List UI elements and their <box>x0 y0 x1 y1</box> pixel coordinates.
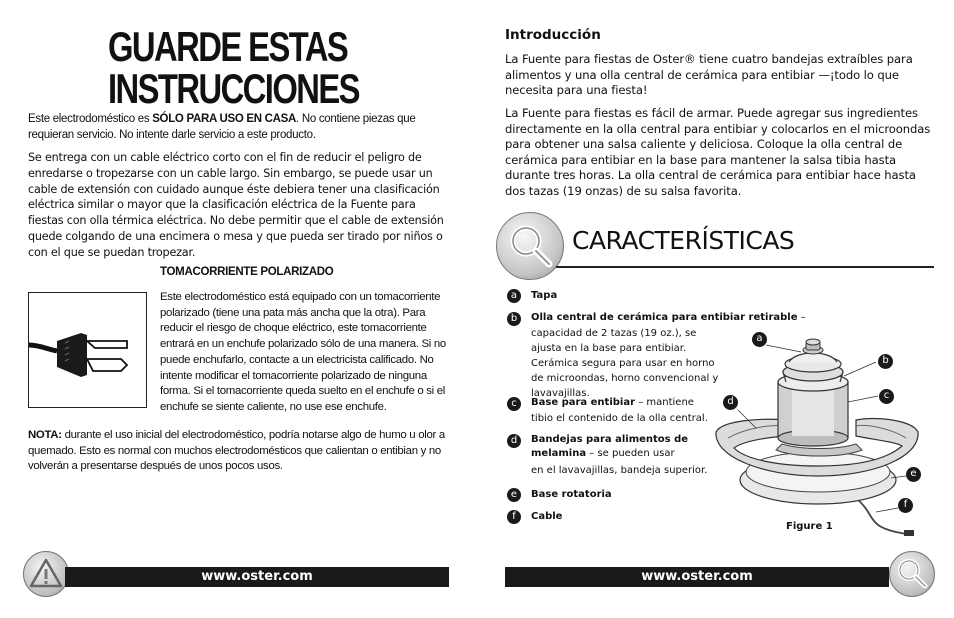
polarized-plug-illustration <box>28 292 147 408</box>
p1-bold: SÓLO PARA USO EN CASA <box>152 113 297 125</box>
page-title <box>108 23 359 112</box>
cord-paragraph: Se entrega con un cable eléctrico corto con el fin de reducir el peligro de enredarse o tropezarse con un cable largo. Sin embargo, se puede usar un cable de extensión con cuidado aunque éste debiera tener una clasificación eléctrica similar o mayor que la clasificación eléctrica de la Fuente para fiestas con olla térmica eléctrica. No debe permitir que el cable de extensión quede colgando de una encimera o mesa y que pueda ser tirado por niños o con el que se puedan tropezar. <box>28 151 444 259</box>
household-use-paragraph <box>28 111 458 143</box>
note-label: NOTA: <box>28 429 62 441</box>
footer-url-right[interactable]: www.oster.com <box>505 567 889 587</box>
feature-label-d-suffix: – se pueden usar <box>586 448 675 459</box>
p1-pre: Este electrodoméstico es <box>28 113 153 125</box>
intro-paragraph-1: La Fuente para fiestas de Oster® tiene cuatro bandejas extraíbles para alimentos y una olla central de cerámica para entibiar —¡todo lo que necesita para una fiesta! <box>505 52 913 98</box>
features-title: CARACTERÍSTICAS <box>572 226 795 255</box>
title-line-1: GUARDE ESTAS <box>108 23 348 70</box>
note-paragraph <box>28 428 458 475</box>
note-text: durante el uso inicial del electrodoméstico, podría notarse algo de humo u olor a quemado. Esto es normal con muchos electrodomésticos que calientan o entibian y no volverán a presentarse después de unos pocos usos. <box>28 429 445 473</box>
polarized-plug-heading: TOMACORRIENTE POLARIZADO <box>160 266 334 278</box>
plug-icon <box>29 293 146 407</box>
feature-badge-b: b <box>507 312 521 326</box>
feature-label-d-text: Bandejas para alimentos de melamina <box>531 434 689 459</box>
feature-badge-e: e <box>507 488 521 502</box>
polarized-plug-text: Este electrodoméstico está equipado con un tomacorriente polarizado (tiene una pata más ancha que la otra). Para reducir el riesgo de choque eléctrico, este tomacorriente entrará en un enchufe polarizado sólo de una manera. Si no puede enchufarlo, contacte a un electricista calificado. No intente modificar el tomacorriente polarizado de ninguna forma. Si el tomacorriente queda suelto en el enchufe o si el enchufe se siente caliente, no use ese enchufe. <box>160 291 446 413</box>
figure-badge-e: e <box>906 467 921 482</box>
feature-desc-d: en el lavavajillas, bandeja superior. <box>531 465 708 476</box>
title-line-2: INSTRUCCIONES <box>108 65 359 112</box>
feature-label-b-suffix: – <box>797 312 806 323</box>
figure-caption: Figure 1 <box>786 521 833 532</box>
feature-label-c-text: Base para entibiar <box>531 397 636 408</box>
feature-label-b-text: Olla central de cerámica para entibiar retirable <box>531 312 798 323</box>
magnifier-icon <box>496 212 564 280</box>
figure-badge-f: f <box>898 498 913 513</box>
figure-badge-d: d <box>723 395 738 410</box>
features-rule <box>556 266 934 268</box>
intro-paragraph-2: La Fuente para fiestas es fácil de armar. Puede agregar sus ingredientes directamente en la olla central para entibiar y colocarlos en el microondas para obtener una salsa caliente y deliciosa. Coloque la olla central de cerámica para entibiar en la base para mantener la salsa tibia hasta durante tres horas. La olla central de cerámica para entibiar hace hasta dos tazas (19 onzas) de su salsa favorita. <box>505 106 931 198</box>
magnifier-icon <box>889 551 935 597</box>
feature-desc-c: tibio el contenido de la olla central. <box>531 413 708 424</box>
feature-label-f: Cable <box>531 511 563 522</box>
figure-badge-a: a <box>752 332 767 347</box>
feature-badge-d: d <box>507 434 521 448</box>
feature-badge-c: c <box>507 397 521 411</box>
figure-badge-c: c <box>879 389 894 404</box>
feature-label-c <box>531 396 694 410</box>
feature-badge-f: f <box>507 510 521 524</box>
figure-badge-b: b <box>878 354 893 369</box>
footer-url-left[interactable]: www.oster.com <box>65 567 449 587</box>
feature-label-a: Tapa <box>531 290 558 301</box>
feature-desc-b: capacidad de 2 tazas (19 oz.), se ajusta en la base para entibiar. Cerámica segura para usar en horno de microondas, horno convencional y lavavajillas. <box>531 328 719 399</box>
feature-label-c-suffix: – mantiene <box>635 397 694 408</box>
feature-badge-a: a <box>507 289 521 303</box>
feature-label-e: Base rotatoria <box>531 489 612 500</box>
warning-triangle-icon <box>23 551 69 597</box>
feature-label-d <box>531 433 711 461</box>
intro-heading: Introducción <box>505 27 601 43</box>
p1-post: . No contiene piezas que requieran servicio. No intente darle servicio a este producto. <box>28 113 416 141</box>
